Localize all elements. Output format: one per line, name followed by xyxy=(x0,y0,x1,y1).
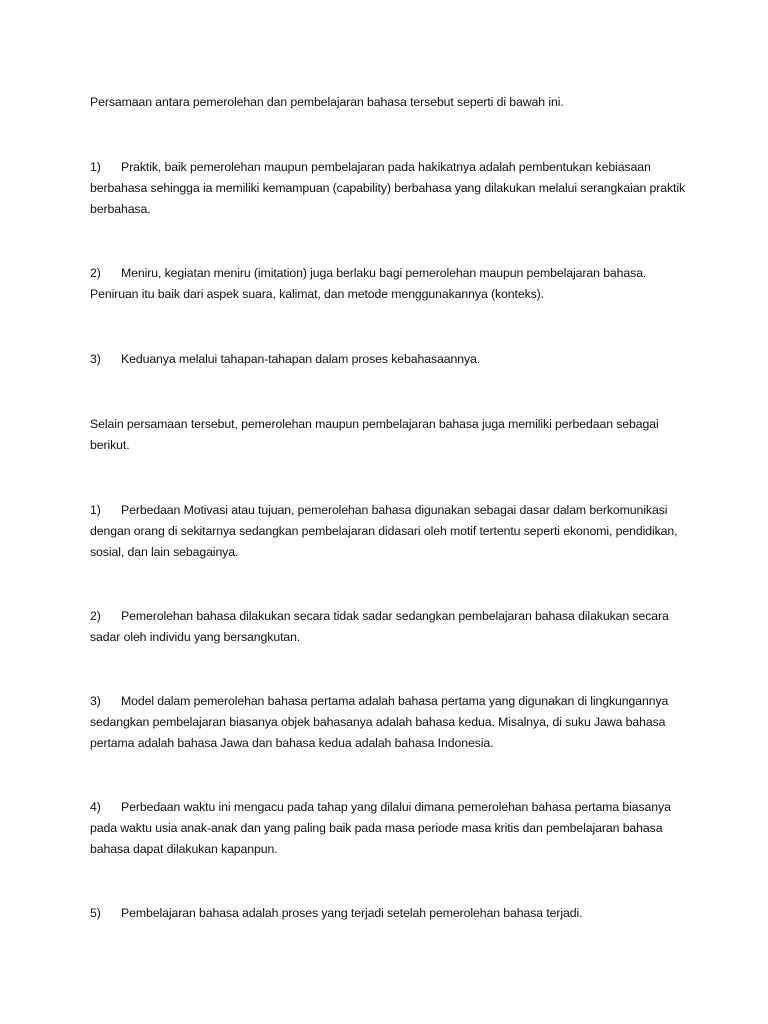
difference-item-2-number: 2) xyxy=(90,609,101,623)
difference-item-4-number: 4) xyxy=(90,800,101,814)
difference-item-5-number: 5) xyxy=(90,906,101,920)
similarity-item-1 xyxy=(90,157,690,220)
similarity-item-1-text: Praktik, baik pemerolehan maupun pembelajaran pada hakikatnya adalah pembentukan kebiasaan berbahasa sehingga ia memiliki kemampuan (capability) berbahasa yang dilakukan melalui serangkaian praktik berbahasa. xyxy=(90,160,686,216)
similarity-item-3-number: 3) xyxy=(90,352,101,366)
similarity-item-3-text: Keduanya melalui tahapan-tahapan dalam proses kebahasaannya. xyxy=(121,352,481,366)
transition-paragraph: Selain persamaan tersebut, pemerolehan maupun pembelajaran bahasa juga memiliki perbedaan sebagai berikut. xyxy=(90,417,659,452)
difference-item-4 xyxy=(90,797,690,860)
difference-item-4-text: Perbedaan waktu ini mengacu pada tahap yang dilalui dimana pemerolehan bahasa pertama biasanya pada waktu usia anak-anak dan yang paling baik pada masa periode masa kritis dan pembelajaran bahasa bahasa dapat dilakukan kapanpun. xyxy=(90,800,671,856)
difference-item-5 xyxy=(90,903,690,924)
difference-item-2-text: Pemerolehan bahasa dilakukan secara tidak sadar sedangkan pembelajaran bahasa dilakukan secara sadar oleh individu yang bersangkutan. xyxy=(90,609,669,644)
difference-item-1 xyxy=(90,500,690,563)
difference-item-3 xyxy=(90,691,690,754)
difference-item-3-number: 3) xyxy=(90,694,101,708)
difference-item-1-number: 1) xyxy=(90,503,101,517)
similarity-item-2-number: 2) xyxy=(90,266,101,280)
similarity-item-2 xyxy=(90,263,690,305)
difference-item-5-text: Pembelajaran bahasa adalah proses yang terjadi setelah pemerolehan bahasa terjadi. xyxy=(121,906,583,920)
similarity-item-2-text: Meniru, kegiatan meniru (imitation) juga berlaku bagi pemerolehan maupun pembelajaran bahasa. Peniruan itu baik dari aspek suara, kalimat, dan metode menggunakannya (konteks). xyxy=(90,266,647,301)
similarity-item-3 xyxy=(90,349,690,370)
intro-paragraph: Persamaan antara pemerolehan dan pembelajaran bahasa tersebut seperti di bawah ini. xyxy=(90,95,564,109)
difference-item-3-text: Model dalam pemerolehan bahasa pertama adalah bahasa pertama yang digunakan di lingkungannya sedangkan pembelajaran biasanya objek bahasanya adalah bahasa kedua. Misalnya, di suku Jawa bahasa pertama adalah bahasa Jawa dan bahasa kedua adalah bahasa Indonesia. xyxy=(90,694,669,750)
similarity-item-1-number: 1) xyxy=(90,160,101,174)
difference-item-2 xyxy=(90,606,690,648)
difference-item-1-text: Perbedaan Motivasi atau tujuan, pemerolehan bahasa digunakan sebagai dasar dalam berkomunikasi dengan orang di sekitarnya sedangkan pembelajaran didasari oleh motif tertentu seperti ekonomi, pendidikan, sosial, dan lain sebagainya. xyxy=(90,503,678,559)
